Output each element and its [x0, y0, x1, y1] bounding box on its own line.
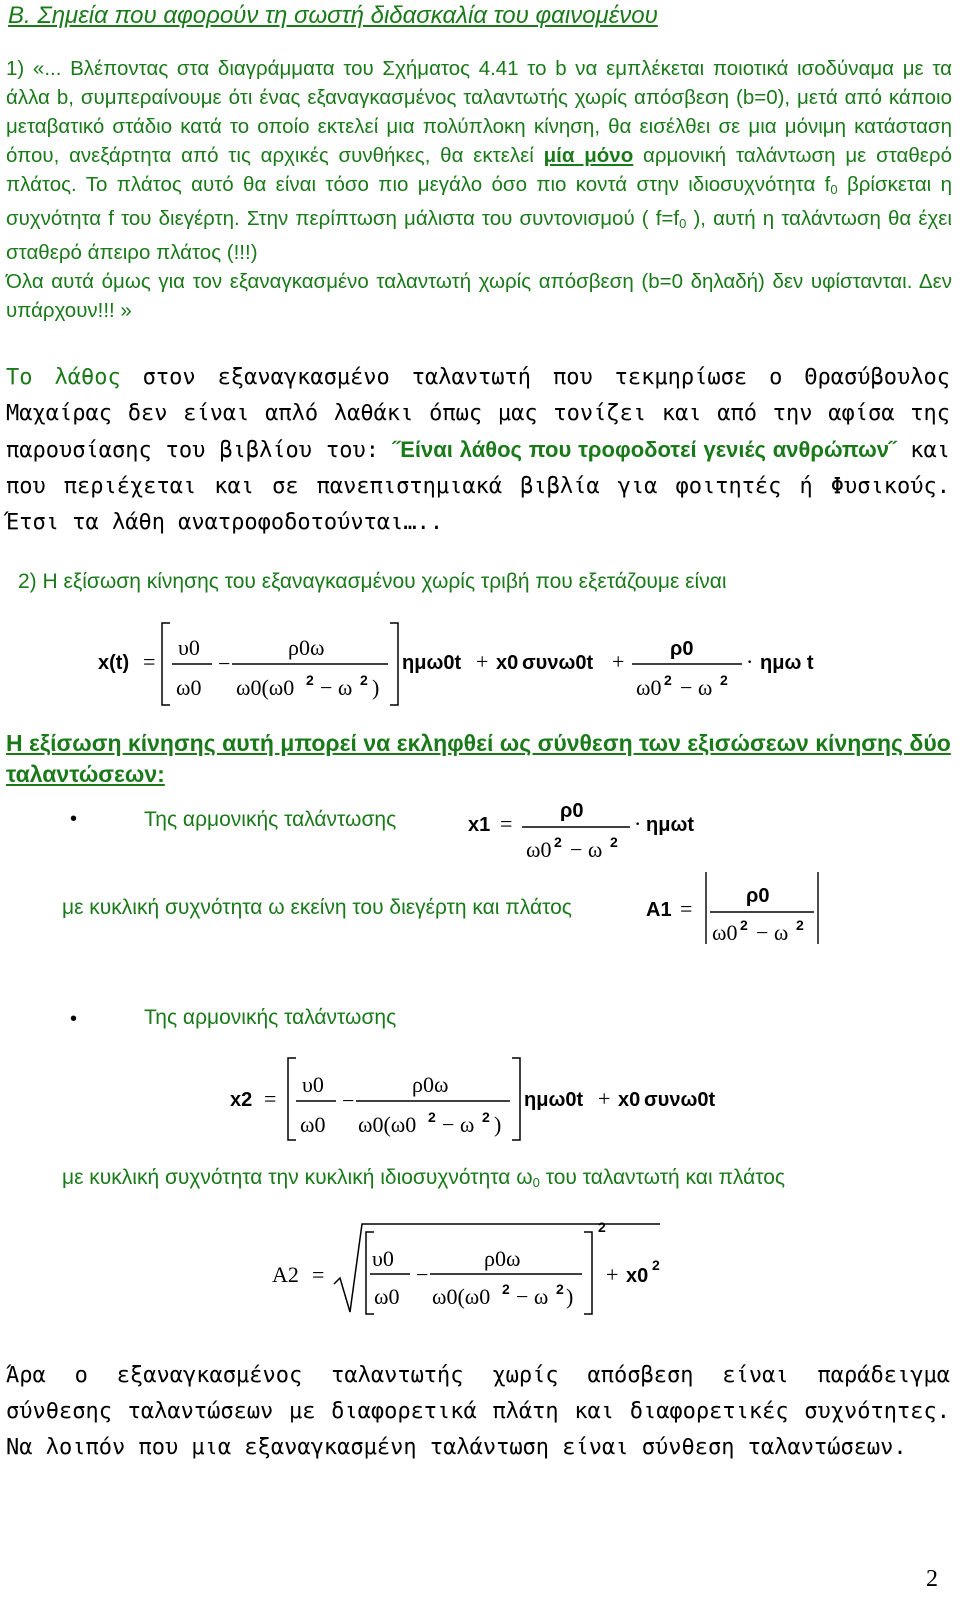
emphasis-only-one: μία μόνο [543, 144, 634, 167]
svg-text:=: = [500, 811, 513, 836]
commentary-paragraph: Το λάθος στον εξαναγκασμένο ταλαντωτή που τεκμηρίωσε ο Θρασύβουλος Μαχαίρας δεν είναι απλό λαθάκι όπως μας τονίζει και από την αφίσα της παρουσίασης του βιβλίου του: ˝Είναι λάθος που τροφοδοτεί γενιές ανθρώπων˝ και που περιέχεται και σε πανεπιστημιακά βιβλία για φοιτητές ή Φυσικούς. Έτσι τα λάθη ανατροφοδοτούνται….. [6, 365, 950, 535]
item-2-text: 2) Η εξίσωση κίνησης του εξαναγκασμένου χωρίς τριβή που εξετάζουμε είναι [18, 570, 727, 593]
svg-text:2: 2 [664, 672, 672, 688]
svg-text:ημωt: ημωt [646, 814, 695, 836]
section-heading: Β. Σημεία που αφορούν τη σωστή διδασκαλία του φαινομένου [8, 2, 658, 29]
main-equation [0, 615, 960, 715]
equation-A2 [0, 1212, 960, 1322]
svg-text:+: + [598, 1086, 611, 1111]
svg-text:ω0: ω0 [636, 675, 662, 700]
svg-text:− ω: − ω [320, 675, 353, 700]
svg-text:−: − [416, 1262, 429, 1287]
eq-minus: − [218, 651, 231, 676]
eq-hmw0t: ημω0t [402, 652, 462, 674]
svg-text:υ0: υ0 [372, 1246, 394, 1271]
svg-text:ω0: ω0 [526, 837, 552, 862]
bullet-dot-1: • [70, 808, 78, 830]
svg-text:·: · [746, 649, 754, 674]
eq-r0w: ρ0ω [288, 635, 325, 660]
svg-text:2: 2 [502, 1281, 510, 1297]
svg-text:2: 2 [360, 672, 368, 688]
svg-text:2: 2 [720, 672, 728, 688]
equation-A1 [0, 870, 960, 950]
svg-text:ρ0: ρ0 [746, 885, 770, 907]
eq-x1: x1 [468, 814, 491, 836]
amplitude-1-text: με κυκλική συχνότητα ω εκείνη του διεγέρτη και πλάτος [62, 896, 572, 919]
svg-text:ρ0ω: ρ0ω [412, 1072, 449, 1097]
eq-A2: A2 [272, 1262, 299, 1287]
quote-paragraph-1: 1) «... Βλέποντας στα διαγράμματα του Σχήματος 4.41 το b να εμπλέκεται ποιοτικά ισοδύναμα με τα άλλα b, συμπεραίνουμε ότι ένας εξαναγκασμένος ταλαντωτής χωρίς απόσβεση (b=0), μετά από κάποιο μεταβατικό στάδιο κατά το οποίο εκτελεί μια πολύπλοκη κίνηση, θα εισέλθει σε μια μόνιμη κατάσταση όπου, ανεξάρτητα από τις αρχικές συνθήκες, θα εκτελεί μία μόνο αρμονική ταλάντωση με σταθερό πλάτος. Το πλάτος αυτό θα είναι τόσο πιο μεγάλο όσο πιο κοντά στην ιδιοσυχνότητα $f_0$ βρίσκεται η συχνότητα f του διεγέρτη. Στην περίπτωση μάλιστα του συντονισμού ( $f=f_0$ ), αυτή η ταλάντωση θα έχει σταθερό άπειρο πλάτος (!!!) [6, 57, 952, 264]
svg-text:συνω0t: συνω0t [644, 1089, 716, 1111]
svg-text:·: · [634, 811, 642, 836]
svg-text:ρ0: ρ0 [560, 800, 584, 822]
amplitude-2-text: με κυκλική συχνότητα την κυκλική ιδιοσυχνότητα $\omega_0$ του ταλαντωτή και πλάτος [62, 1166, 786, 1190]
svg-text:ω0: ω0 [374, 1284, 400, 1309]
eq-u0: υ0 [178, 635, 200, 660]
svg-text:): ) [566, 1284, 574, 1309]
svg-text:2: 2 [796, 917, 804, 933]
svg-text:− ω: − ω [516, 1284, 549, 1309]
svg-text:2: 2 [554, 834, 562, 850]
svg-text:− ω: − ω [442, 1112, 475, 1137]
eq-equals: = [143, 649, 156, 674]
svg-text:ω0(ω0: ω0(ω0 [432, 1284, 491, 1309]
eq-w0: ω0 [176, 675, 202, 700]
svg-text:ημω0t: ημω0t [524, 1089, 584, 1111]
svg-text:=: = [312, 1262, 325, 1287]
eq-w0-paren: ω0(ω0 [236, 675, 295, 700]
svg-text:ω0(ω0: ω0(ω0 [358, 1112, 417, 1137]
svg-text:− ω: − ω [680, 675, 713, 700]
svg-text:2: 2 [556, 1281, 564, 1297]
equation-x1 [0, 795, 960, 875]
commentary-lead: Το λάθος [6, 365, 121, 390]
svg-text:2: 2 [482, 1109, 490, 1125]
eq-x0: x0 [496, 652, 519, 674]
svg-text:=: = [680, 896, 693, 921]
eq-x2: x2 [230, 1089, 253, 1111]
svg-text:ω0: ω0 [300, 1112, 326, 1137]
eq-xt: x(t) [98, 652, 130, 674]
svg-text:): ) [372, 675, 380, 700]
svg-text:2: 2 [740, 917, 748, 933]
svg-text:ω0: ω0 [712, 920, 738, 945]
svg-text:υ0: υ0 [302, 1072, 324, 1097]
svg-text:2: 2 [428, 1109, 436, 1125]
svg-text:− ω: − ω [756, 920, 789, 945]
bullet-1-text: Της αρμονικής ταλάντωσης [144, 808, 397, 831]
bullet-dot-2: • [70, 1008, 78, 1030]
equation-x2 [0, 1050, 960, 1150]
svg-text:2: 2 [306, 672, 314, 688]
svg-text:+: + [612, 649, 625, 674]
page-number: 2 [926, 1566, 938, 1592]
svg-text:−: − [342, 1088, 355, 1113]
svg-text:x0: x0 [626, 1265, 649, 1287]
svg-text:x0: x0 [618, 1089, 641, 1111]
svg-text:+: + [606, 1262, 619, 1287]
eq-A1: A1 [646, 899, 672, 921]
bullet-2-text: Της αρμονικής ταλάντωσης [144, 1006, 397, 1029]
composition-heading: Η εξίσωση κίνησης αυτή μπορεί να εκληφθεί ως σύνθεση των εξισώσεων κίνησης δύο ταλαντώσεων: [6, 730, 951, 787]
svg-text:ρ0ω: ρ0ω [484, 1246, 521, 1271]
eq-synw0t: συνω0t [522, 652, 594, 674]
svg-text:2: 2 [652, 1257, 660, 1273]
svg-text:− ω: − ω [570, 837, 603, 862]
svg-text:+: + [476, 649, 489, 674]
svg-text:2: 2 [598, 1219, 606, 1235]
eq-r0: ρ0 [670, 638, 694, 660]
svg-text:2: 2 [610, 834, 618, 850]
eq-hmwt: ημω t [760, 652, 814, 674]
closing-paragraph: Άρα ο εξαναγκασμένος ταλαντωτής χωρίς απόσβεση είναι παράδειγμα σύνθεσης ταλαντώσεων με διαφορετικά πλάτη και διαφορετικές συχνότητες. Να λοιπόν που μια εξαναγκασμένη ταλάντωση είναι σύνθεση ταλαντώσεων. [6, 1363, 950, 1460]
quote-paragraph-2: Όλα αυτά όμως για τον εξαναγκασμένο ταλαντωτή χωρίς απόσβεση (b=0 δηλαδή) δεν υφίστανται. Δεν υπάρχουν!!! » [6, 270, 952, 322]
svg-text:): ) [494, 1112, 502, 1137]
poster-quote: ˝Είναι λάθος που τροφοδοτεί γενιές ανθρώπων˝ [392, 437, 897, 462]
quote-block [6, 54, 952, 325]
svg-text:=: = [264, 1086, 277, 1111]
